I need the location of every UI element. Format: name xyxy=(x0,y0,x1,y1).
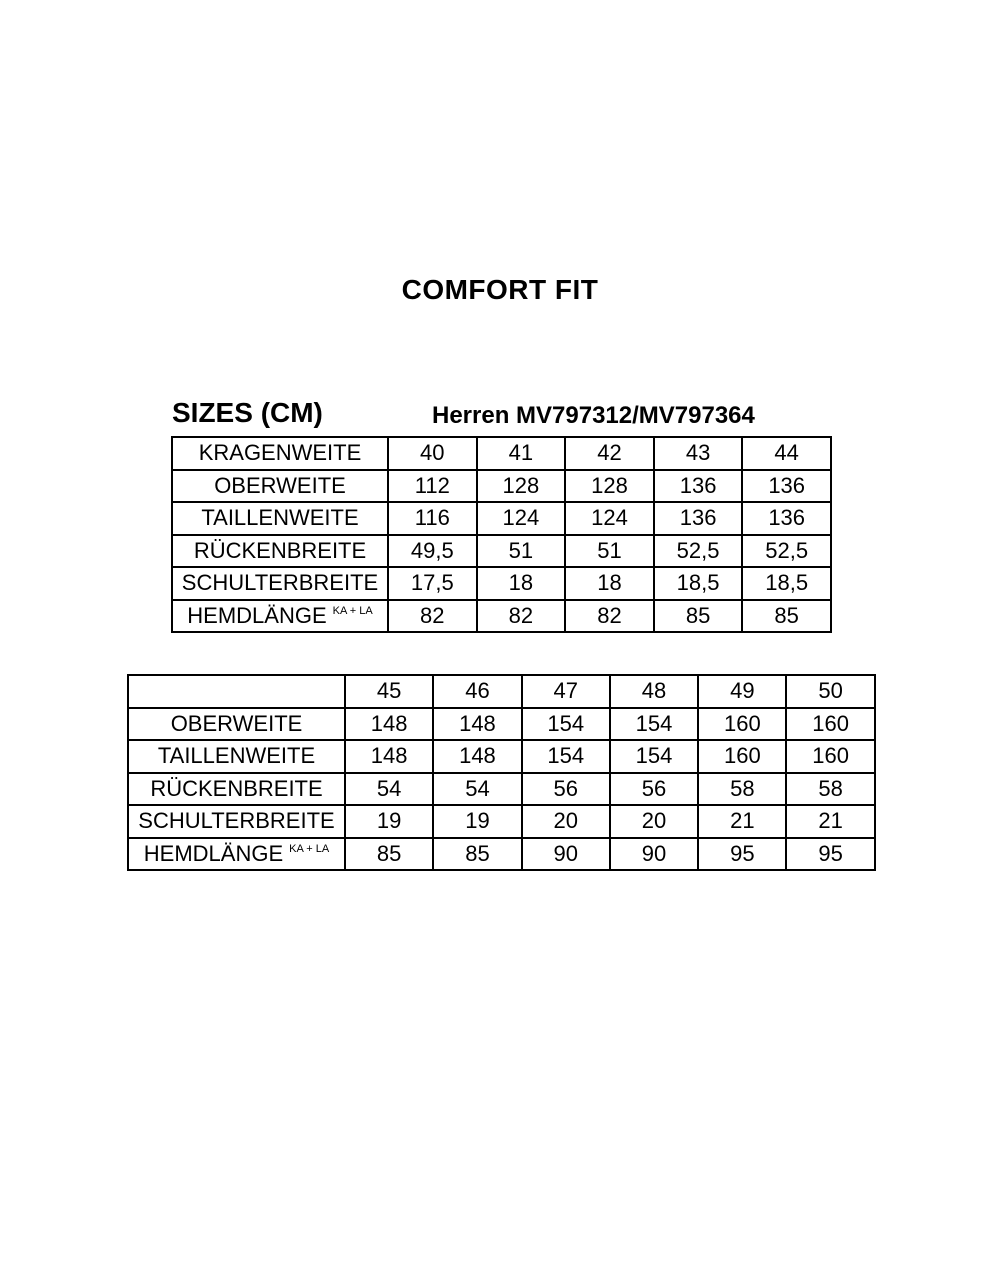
value-cell: 85 xyxy=(345,838,433,871)
value-cell: 51 xyxy=(565,535,654,568)
value-cell: 95 xyxy=(786,838,874,871)
size-header-cell: 40 xyxy=(388,437,477,470)
row-label-cell xyxy=(128,838,345,871)
value-cell: 148 xyxy=(345,740,433,773)
value-cell: 20 xyxy=(522,805,610,838)
value-cell: 18 xyxy=(477,567,566,600)
row-label: OBERWEITE xyxy=(214,472,346,498)
value-cell: 136 xyxy=(654,502,743,535)
value-cell: 128 xyxy=(477,470,566,503)
row-label: RÜCKENBREITE xyxy=(150,775,323,801)
table-row xyxy=(172,502,831,535)
table-row xyxy=(128,838,875,871)
sizes-heading: SIZES (CM) xyxy=(172,397,323,428)
row-label: TAILLENWEITE xyxy=(157,743,316,769)
value-cell: 160 xyxy=(786,708,874,741)
table-header-row xyxy=(128,675,875,708)
value-cell: 136 xyxy=(654,470,743,503)
table-row xyxy=(172,567,831,600)
value-cell: 17,5 xyxy=(388,567,477,600)
value-cell: 95 xyxy=(698,838,786,871)
value-cell: 148 xyxy=(433,740,521,773)
value-cell: 54 xyxy=(345,773,433,806)
model-heading: Herren MV797312/MV797364 xyxy=(432,402,755,429)
value-cell: 20 xyxy=(610,805,698,838)
size-header-cell: 46 xyxy=(433,675,521,708)
row-label: TAILLENWEITE xyxy=(201,505,359,531)
row-label: OBERWEITE xyxy=(170,710,303,736)
value-cell: 160 xyxy=(698,740,786,773)
value-cell: 82 xyxy=(565,600,654,633)
value-cell: 56 xyxy=(610,773,698,806)
table-row xyxy=(128,708,875,741)
value-cell: 85 xyxy=(654,600,743,633)
size-header-cell: 48 xyxy=(610,675,698,708)
value-cell: 85 xyxy=(433,838,521,871)
value-cell: 21 xyxy=(786,805,874,838)
row-label: RÜCKENBREITE xyxy=(193,537,367,563)
value-cell: 18,5 xyxy=(742,567,831,600)
value-cell: 154 xyxy=(610,740,698,773)
size-header-cell: 44 xyxy=(742,437,831,470)
table-row xyxy=(128,740,875,773)
row-label: HEMDLÄNGE xyxy=(143,840,284,866)
row-label: SCHULTERBREITE xyxy=(138,808,335,834)
size-header-cell: 42 xyxy=(565,437,654,470)
size-table-1 xyxy=(171,436,832,633)
row-label-cell xyxy=(128,773,345,806)
size-header-cell: 47 xyxy=(522,675,610,708)
row-label-cell xyxy=(172,535,388,568)
value-cell: 136 xyxy=(742,470,831,503)
value-cell: 49,5 xyxy=(388,535,477,568)
row-label: SCHULTERBREITE xyxy=(181,570,379,596)
value-cell: 154 xyxy=(522,708,610,741)
table-row xyxy=(172,535,831,568)
value-cell: 124 xyxy=(477,502,566,535)
page-title: COMFORT FIT xyxy=(401,274,599,305)
value-cell: 18 xyxy=(565,567,654,600)
size-header-cell: 49 xyxy=(698,675,786,708)
row-label-cell xyxy=(172,567,388,600)
row-label-note: KA + LA xyxy=(289,842,330,855)
row-label-note: KA + LA xyxy=(332,604,373,617)
value-cell: 19 xyxy=(345,805,433,838)
value-cell: 124 xyxy=(565,502,654,535)
value-cell: 51 xyxy=(477,535,566,568)
size-header-cell: 45 xyxy=(345,675,433,708)
value-cell: 82 xyxy=(388,600,477,633)
row-label xyxy=(128,675,345,708)
row-label-cell xyxy=(172,502,388,535)
value-cell: 82 xyxy=(477,600,566,633)
value-cell: 58 xyxy=(698,773,786,806)
value-cell: 154 xyxy=(610,708,698,741)
value-cell: 148 xyxy=(345,708,433,741)
size-header-cell: 41 xyxy=(477,437,566,470)
value-cell: 148 xyxy=(433,708,521,741)
table-row xyxy=(172,600,831,633)
row-label-cell xyxy=(172,470,388,503)
row-label-cell xyxy=(128,708,345,741)
value-cell: 112 xyxy=(388,470,477,503)
row-label-cell xyxy=(172,600,388,633)
value-cell: 21 xyxy=(698,805,786,838)
value-cell: 19 xyxy=(433,805,521,838)
value-cell: 54 xyxy=(433,773,521,806)
value-cell: 52,5 xyxy=(742,535,831,568)
row-label-cell xyxy=(128,740,345,773)
value-cell: 90 xyxy=(610,838,698,871)
value-cell: 52,5 xyxy=(654,535,743,568)
table-row xyxy=(172,470,831,503)
value-cell: 90 xyxy=(522,838,610,871)
row-label: HEMDLÄNGE xyxy=(187,602,327,628)
value-cell: 85 xyxy=(742,600,831,633)
value-cell: 18,5 xyxy=(654,567,743,600)
value-cell: 160 xyxy=(786,740,874,773)
value-cell: 160 xyxy=(698,708,786,741)
table-row xyxy=(128,805,875,838)
row-label-cell xyxy=(128,805,345,838)
size-header-cell: 50 xyxy=(786,675,874,708)
value-cell: 116 xyxy=(388,502,477,535)
value-cell: 154 xyxy=(522,740,610,773)
table-header-row xyxy=(172,437,831,470)
row-label: KRAGENWEITE xyxy=(172,437,388,470)
value-cell: 128 xyxy=(565,470,654,503)
size-header-cell: 43 xyxy=(654,437,743,470)
value-cell: 56 xyxy=(522,773,610,806)
size-table-2 xyxy=(127,674,876,871)
table-row xyxy=(128,773,875,806)
value-cell: 58 xyxy=(786,773,874,806)
value-cell: 136 xyxy=(742,502,831,535)
